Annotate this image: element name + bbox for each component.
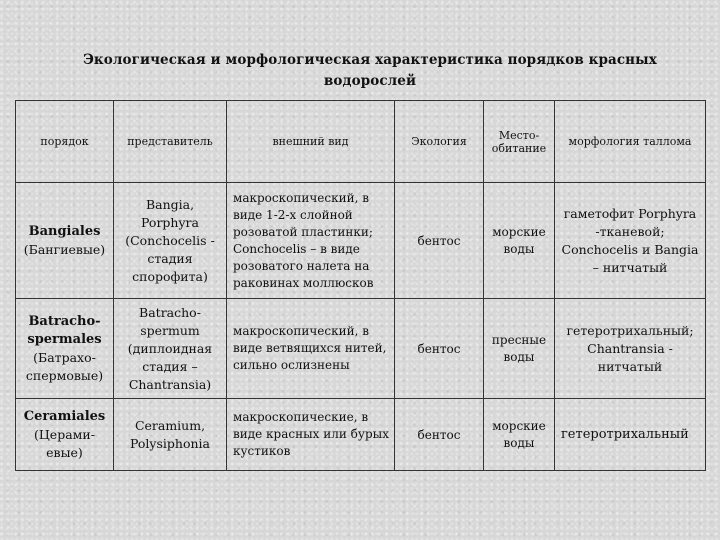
order-cell bbox=[16, 299, 114, 399]
appearance-cell: макроскопический, в виде 1-2-х слойной розоватой пластинки; Conchocelis – в виде розоватого налета на раковинах моллюсков bbox=[227, 183, 395, 299]
representative-cell: Batracho-spermum (диплоидная стадия – Chantransia) bbox=[114, 299, 227, 399]
order-cell bbox=[16, 183, 114, 299]
title-line-2: водорослей bbox=[323, 73, 417, 89]
header-habitat bbox=[484, 101, 555, 183]
header-order: порядок bbox=[16, 101, 114, 183]
page-title bbox=[60, 50, 680, 92]
header-representative: представитель bbox=[114, 101, 227, 183]
header-appearance: внешний вид bbox=[227, 101, 395, 183]
ecology-cell: бентос bbox=[395, 183, 484, 299]
table-row bbox=[16, 399, 706, 471]
morphology-cell: гетеротрихальный; Chantransia - нитчатый bbox=[555, 299, 706, 399]
table-header-row bbox=[16, 101, 706, 183]
header-ecology: Экология bbox=[395, 101, 484, 183]
representative-cell: Bangia, Porphyra (Conchocelis - стадия спорофита) bbox=[114, 183, 227, 299]
morphology-cell: гетеротрихальный bbox=[555, 399, 706, 471]
order-russian: (Церами-евые) bbox=[34, 426, 95, 460]
header-morphology: морфология таллома bbox=[555, 101, 706, 183]
appearance-cell: макроскопические, в виде красных или бурых кустиков bbox=[227, 399, 395, 471]
order-latin: Batracho-spermales bbox=[27, 313, 102, 347]
ecology-cell: бентос bbox=[395, 299, 484, 399]
table-row bbox=[16, 183, 706, 299]
header-habitat-line1: Место- bbox=[498, 128, 540, 142]
appearance-cell: макроскопический, в виде ветвящихся нитей, сильно ослизнены bbox=[227, 299, 395, 399]
representative-cell: Ceramium, Polysiphonia bbox=[114, 399, 227, 471]
habitat-cell: морские воды bbox=[484, 399, 555, 471]
order-russian: (Батрахо-спермовые) bbox=[25, 349, 104, 383]
habitat-cell: морские воды bbox=[484, 183, 555, 299]
order-latin: Bangiales bbox=[28, 223, 101, 239]
title-line-1: Экологическая и морфологическая характеристика порядков красных bbox=[83, 52, 657, 68]
morphology-cell: гаметофит Porphyra -тканевой; Conchocelis и Bangia – нитчатый bbox=[555, 183, 706, 299]
order-russian: (Бангиевые) bbox=[23, 241, 106, 257]
table-row bbox=[16, 299, 706, 399]
habitat-cell: пресные воды bbox=[484, 299, 555, 399]
ecology-cell: бентос bbox=[395, 399, 484, 471]
characteristics-table bbox=[15, 100, 706, 471]
header-habitat-line2: обитание bbox=[491, 141, 547, 155]
order-latin: Ceramiales bbox=[23, 408, 106, 424]
order-cell bbox=[16, 399, 114, 471]
